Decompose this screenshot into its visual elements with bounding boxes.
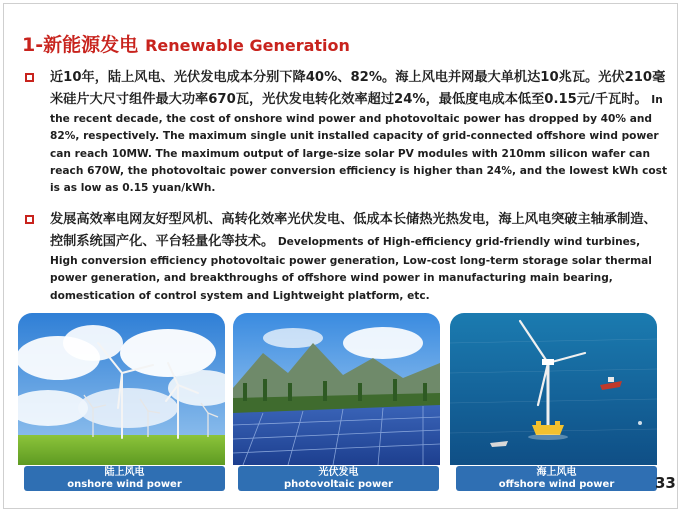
bullet-2-english: Developments of High-efficiency grid-friendly wind turbines, High conversion efficiency photovoltaic power generation, Low-cost long-term storage solar thermal power generation, and breakthroughs of offshore wind power in manufacturing main bearing, domestication of control system and Lightweight platform, etc. xyxy=(50,236,652,302)
bullet-item-1 xyxy=(22,67,668,197)
caption-english: onshore wind power xyxy=(67,478,182,490)
slide-title xyxy=(22,30,350,58)
square-bullet-icon xyxy=(25,73,34,82)
caption-chinese: 陆上风电 xyxy=(104,466,145,478)
photovoltaic-image xyxy=(233,313,440,465)
page-number: 33 xyxy=(655,474,676,492)
onshore-wind-caption xyxy=(24,466,225,491)
offshore-wind-caption xyxy=(456,466,657,491)
bullet-2-chinese: 发展高效率电网友好型风机、高转化效率光伏发电、低成本长储热光热发电，海上风电突破主轴承制造、控制系统国产化、平台轻量化等技术。 xyxy=(50,212,657,249)
caption-chinese: 光伏发电 xyxy=(318,466,359,478)
bullet-1-chinese: 近10年，陆上风电、光伏发电成本分别下降40%、82%。海上风电并网最大单机达10兆瓦。光伏210毫米硅片大尺寸组件最大功率670瓦，光伏发电转化效率超过24%，最低度电成本低至0.15元/千瓦时。 xyxy=(50,70,666,107)
caption-english: photovoltaic power xyxy=(284,478,393,490)
bullet-1-english: In the recent decade, the cost of onshore wind power and photovoltaic power has dropped by 40% and 82%, respectively. The maximum single unit installed capacity of grid-connected offshore wind power can reach 10MW. The maximum output of large-size solar PV modules with 210mm silicon wafer can reach 670W, the photovoltaic power conversion efficiency is higher than 24%, and the lowest kWh cost is as low as 0.15 yuan/kWh. xyxy=(50,94,668,195)
onshore-wind-image xyxy=(18,313,225,465)
bullet-text-2 xyxy=(50,209,668,305)
offshore-wind-photo xyxy=(450,313,657,465)
square-bullet-icon xyxy=(25,215,34,224)
bullet-text-1 xyxy=(50,67,668,197)
caption-english: offshore wind power xyxy=(498,478,615,490)
onshore-wind-photo xyxy=(18,313,225,465)
title-chinese: 1-新能源发电 xyxy=(22,34,139,56)
photovoltaic-caption xyxy=(238,466,439,491)
photovoltaic-photo xyxy=(233,313,440,465)
offshore-wind-image xyxy=(450,313,657,465)
caption-chinese: 海上风电 xyxy=(536,466,577,478)
bullet-item-2 xyxy=(22,209,668,305)
title-english: Renewable Generation xyxy=(145,36,350,55)
